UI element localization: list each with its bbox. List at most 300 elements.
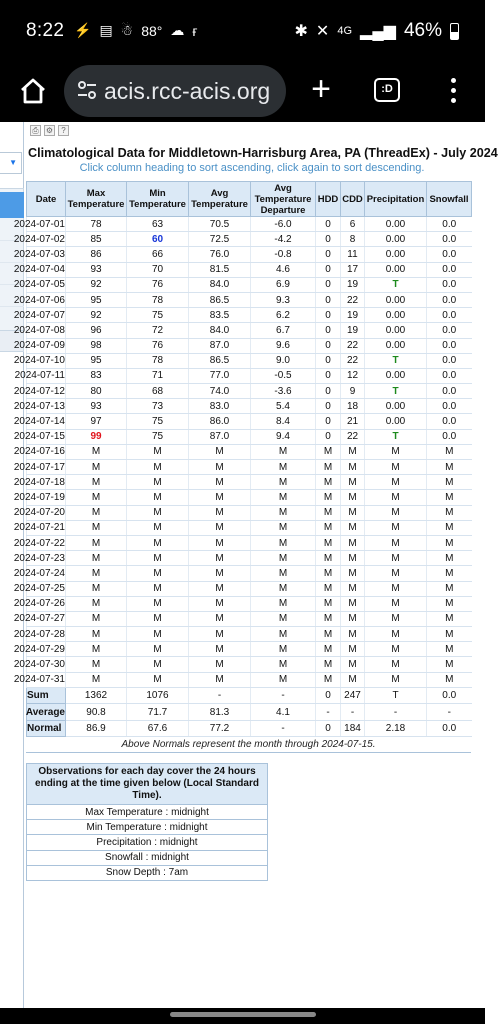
cell-snowfall: M [427, 581, 472, 596]
cell-date: 2024-07-12 [27, 384, 66, 399]
cell-avg-temp-departure: M [251, 672, 316, 687]
cell-min-temp: 71 [127, 368, 189, 383]
cell-max-temp: M [66, 444, 127, 459]
cell-avg-temp-departure: 9.0 [251, 353, 316, 368]
cell-snowfall: M [427, 611, 472, 626]
cell-min-temp: M [127, 672, 189, 687]
cell-precipitation: 0.00 [365, 414, 427, 429]
cell-avg-temp-departure: -4.2 [251, 232, 316, 247]
cell-hdd: 0 [316, 247, 341, 262]
cell-avg-temp-departure: M [251, 566, 316, 581]
cell-date: 2024-07-21 [27, 520, 66, 535]
table-row [27, 551, 472, 566]
cell-date: 2024-07-16 [27, 444, 66, 459]
table-row [27, 368, 472, 383]
cell-max-temp: M [66, 672, 127, 687]
cell-cdd: 19 [341, 308, 365, 323]
cell-date: 2024-07-14 [27, 414, 66, 429]
cell-precipitation: M [365, 581, 427, 596]
table-row [27, 672, 472, 687]
cell-min-temp: M [127, 475, 189, 490]
cell-min-temp: M [127, 460, 189, 475]
site-settings-icon[interactable] [76, 79, 98, 101]
cell-cdd: M [341, 535, 365, 550]
cell-hdd: 0 [316, 353, 341, 368]
cell-avg-temp: 86.0 [189, 414, 251, 429]
cell-precipitation: T [365, 353, 427, 368]
cell-cdd: M [341, 657, 365, 672]
cell-hdd: M [316, 566, 341, 581]
cell-cdd: 22 [341, 292, 365, 307]
cell-snowfall: M [427, 642, 472, 657]
column-header-avg-temp[interactable]: Avg Temperature [189, 182, 251, 217]
cell-cdd: 6 [341, 217, 365, 232]
table-row [27, 566, 472, 581]
cell-min-temp: M [127, 581, 189, 596]
summary-cell-avg-temp: 77.2 [189, 720, 251, 737]
cell-avg-temp-departure: 6.9 [251, 277, 316, 292]
cell-min-temp: 73 [127, 399, 189, 414]
cell-avg-temp-departure: -3.6 [251, 384, 316, 399]
cell-date: 2024-07-29 [27, 642, 66, 657]
table-tools [30, 125, 69, 139]
cell-avg-temp: M [189, 627, 251, 642]
obs-cell: Precipitation : midnight [27, 835, 268, 850]
cell-avg-temp-departure: -0.5 [251, 368, 316, 383]
cell-date: 2024-07-27 [27, 611, 66, 626]
table-row [27, 444, 472, 459]
cloud-icon: ☁ [170, 22, 185, 38]
summary-row [27, 687, 472, 704]
cell-snowfall: 0.0 [427, 384, 472, 399]
cell-cdd: M [341, 627, 365, 642]
summary-row [27, 720, 472, 737]
cell-min-temp: 66 [127, 247, 189, 262]
cell-cdd: 22 [341, 338, 365, 353]
summary-cell-cdd: 247 [341, 687, 365, 704]
table-row [27, 414, 472, 429]
cell-precipitation: M [365, 596, 427, 611]
cell-min-temp: M [127, 551, 189, 566]
cell-avg-temp: M [189, 672, 251, 687]
cell-cdd: 9 [341, 384, 365, 399]
obs-cell: Max Temperature : midnight [27, 805, 268, 820]
summary-cell-avg-temp-departure: - [251, 687, 316, 704]
cell-max-temp: M [66, 490, 127, 505]
climate-data-table [13, 181, 472, 737]
cell-precipitation: 0.00 [365, 292, 427, 307]
cell-precipitation: T [365, 384, 427, 399]
cell-avg-temp: 70.5 [189, 217, 251, 232]
cell-min-temp: M [127, 535, 189, 550]
cell-cdd: M [341, 490, 365, 505]
cell-max-temp: M [66, 505, 127, 520]
cell-snowfall: 0.0 [427, 399, 472, 414]
help-icon[interactable]: ? [58, 125, 69, 136]
cell-max-temp: 92 [66, 308, 127, 323]
column-header-max-temp[interactable]: Max Temperature [66, 182, 127, 217]
cell-date: 2024-07-11 [27, 368, 66, 383]
cell-hdd: 0 [316, 292, 341, 307]
summary-row [27, 704, 472, 721]
cell-hdd: M [316, 460, 341, 475]
cell-precipitation: M [365, 551, 427, 566]
battery-icon [450, 23, 459, 40]
cell-precipitation: M [365, 460, 427, 475]
table-header-row [27, 182, 472, 217]
cell-date: 2024-07-30 [27, 657, 66, 672]
obs-cell: Snow Depth : 7am [27, 865, 268, 880]
obs-row [27, 850, 268, 865]
table-row [27, 338, 472, 353]
cell-avg-temp-departure: M [251, 460, 316, 475]
cell-avg-temp: M [189, 460, 251, 475]
cell-max-temp: 99 [66, 429, 127, 444]
print-icon[interactable]: ⎙ [30, 125, 41, 136]
cell-hdd: M [316, 520, 341, 535]
table-row [27, 399, 472, 414]
cell-snowfall: M [427, 672, 472, 687]
cell-hdd: 0 [316, 232, 341, 247]
cell-max-temp: 78 [66, 217, 127, 232]
cell-min-temp: 72 [127, 323, 189, 338]
cell-avg-temp-departure: M [251, 444, 316, 459]
column-header-date[interactable]: Date [27, 182, 66, 217]
summary-cell-snowfall: 0.0 [427, 687, 472, 704]
table-row [27, 292, 472, 307]
cell-cdd: M [341, 520, 365, 535]
cell-max-temp: 85 [66, 232, 127, 247]
cell-avg-temp: 87.0 [189, 338, 251, 353]
cell-hdd: 0 [316, 414, 341, 429]
cell-avg-temp-departure: M [251, 551, 316, 566]
cell-avg-temp-departure: 8.4 [251, 414, 316, 429]
cell-cdd: 17 [341, 262, 365, 277]
cell-date: 2024-07-26 [27, 596, 66, 611]
cell-date: 2024-07-10 [27, 353, 66, 368]
cell-cdd: 19 [341, 323, 365, 338]
cell-hdd: M [316, 551, 341, 566]
cell-min-temp: 75 [127, 308, 189, 323]
cell-hdd: M [316, 627, 341, 642]
cell-date: 2024-07-22 [27, 535, 66, 550]
cell-avg-temp: 74.0 [189, 384, 251, 399]
system-icons [295, 20, 459, 42]
column-header-hdd[interactable]: HDD [316, 182, 341, 217]
column-header-min-temp[interactable]: Min Temperature [127, 182, 189, 217]
cell-cdd: M [341, 505, 365, 520]
cell-hdd: M [316, 657, 341, 672]
cell-precipitation: M [365, 520, 427, 535]
cell-precipitation: M [365, 627, 427, 642]
column-header-snowfall[interactable]: Snowfall [427, 182, 472, 217]
cell-avg-temp-departure: 9.6 [251, 338, 316, 353]
status-bar [0, 0, 485, 62]
table-row [27, 460, 472, 475]
cell-cdd: 21 [341, 414, 365, 429]
cell-avg-temp-departure: M [251, 490, 316, 505]
cell-max-temp: 80 [66, 384, 127, 399]
gear-icon[interactable]: ⚙ [45, 126, 54, 135]
cell-snowfall: 0.0 [427, 247, 472, 262]
cell-min-temp: 75 [127, 414, 189, 429]
new-tab-icon[interactable]: + [311, 70, 331, 108]
obs-row [27, 865, 268, 880]
summary-cell-hdd: 0 [316, 687, 341, 704]
cell-date: 2024-07-05 [27, 277, 66, 292]
cell-snowfall: M [427, 490, 472, 505]
cell-snowfall: M [427, 566, 472, 581]
cell-avg-temp-departure: 4.6 [251, 262, 316, 277]
cell-avg-temp-departure: -0.8 [251, 247, 316, 262]
cell-min-temp: 75 [127, 429, 189, 444]
network-icon: 4G [337, 25, 353, 37]
cell-hdd: M [316, 611, 341, 626]
cell-hdd: 0 [316, 368, 341, 383]
summary-cell-avg-temp-departure: 4.1 [251, 704, 316, 721]
tab-switcher-button[interactable]: :D [374, 78, 400, 102]
cell-avg-temp-departure: M [251, 475, 316, 490]
cell-precipitation: M [365, 566, 427, 581]
cell-precipitation: M [365, 444, 427, 459]
cell-date: 2024-07-03 [27, 247, 66, 262]
cell-snowfall: 0.0 [427, 232, 472, 247]
cell-avg-temp: M [189, 505, 251, 520]
cell-cdd: 19 [341, 277, 365, 292]
cell-precipitation: M [365, 475, 427, 490]
table-row [27, 232, 472, 247]
cell-min-temp: 70 [127, 262, 189, 277]
cell-avg-temp: M [189, 475, 251, 490]
cell-avg-temp: M [189, 566, 251, 581]
table-row [27, 277, 472, 292]
cell-avg-temp-departure: 5.4 [251, 399, 316, 414]
cell-precipitation: M [365, 611, 427, 626]
cell-hdd: M [316, 596, 341, 611]
cell-min-temp: 68 [127, 384, 189, 399]
cell-hdd: 0 [316, 277, 341, 292]
cell-cdd: 12 [341, 368, 365, 383]
summary-cell-precipitation: T [365, 687, 427, 704]
summary-cell-max-temp: 1362 [66, 687, 127, 704]
home-icon[interactable] [18, 76, 48, 106]
cell-min-temp: M [127, 444, 189, 459]
cell-precipitation: 0.00 [365, 323, 427, 338]
cell-max-temp: 95 [66, 353, 127, 368]
cell-max-temp: M [66, 535, 127, 550]
cell-snowfall: 0.0 [427, 338, 472, 353]
cell-avg-temp: 84.0 [189, 323, 251, 338]
obs-row [27, 820, 268, 835]
cell-avg-temp: 83.0 [189, 399, 251, 414]
notification-icons [74, 22, 198, 39]
cell-avg-temp: 81.5 [189, 262, 251, 277]
bluetooth-icon: ✱ [294, 23, 308, 40]
cell-snowfall: 0.0 [427, 353, 472, 368]
cell-precipitation: M [365, 657, 427, 672]
cell-date: 2024-07-06 [27, 292, 66, 307]
sort-hint: Click column heading to sort ascending, click again to sort descending. [79, 162, 425, 174]
cell-hdd: 0 [316, 262, 341, 277]
summary-cell-avg-temp: 81.3 [189, 704, 251, 721]
gesture-handle[interactable] [170, 1012, 316, 1017]
cell-precipitation: M [365, 642, 427, 657]
cell-avg-temp-departure: M [251, 520, 316, 535]
chevron-down-icon[interactable]: ▼ [0, 152, 22, 174]
cell-cdd: M [341, 566, 365, 581]
table-row [27, 520, 472, 535]
cell-date: 2024-07-09 [27, 338, 66, 353]
cell-max-temp: 97 [66, 414, 127, 429]
summary-cell-precipitation: - [365, 704, 427, 721]
cell-snowfall: 0.0 [427, 414, 472, 429]
cell-date: 2024-07-31 [27, 672, 66, 687]
summary-cell-cdd: 184 [341, 720, 365, 737]
cell-precipitation: T [365, 429, 427, 444]
walking-icon: ☃ [120, 22, 134, 38]
cell-date: 2024-07-15 [27, 429, 66, 444]
cell-avg-temp-departure: M [251, 581, 316, 596]
cell-avg-temp: 83.5 [189, 308, 251, 323]
cell-max-temp: M [66, 581, 127, 596]
cell-min-temp: M [127, 657, 189, 672]
summary-cell-snowfall: 0.0 [427, 720, 472, 737]
observation-times-table [26, 763, 268, 881]
summary-cell-avg-temp: - [189, 687, 251, 704]
cell-max-temp: M [66, 460, 127, 475]
cell-hdd: M [316, 581, 341, 596]
column-header-precipitation[interactable]: Precipitation [365, 182, 427, 217]
signal-icon: ▂▄▆ [360, 23, 396, 40]
cell-date: 2024-07-17 [27, 460, 66, 475]
cell-cdd: 22 [341, 353, 365, 368]
cell-min-temp: 60 [127, 232, 189, 247]
cell-cdd: 18 [341, 399, 365, 414]
cell-snowfall: 0.0 [427, 308, 472, 323]
cell-date: 2024-07-20 [27, 505, 66, 520]
cell-snowfall: 0.0 [427, 262, 472, 277]
cell-precipitation: T [365, 277, 427, 292]
cell-snowfall: M [427, 535, 472, 550]
cell-hdd: M [316, 505, 341, 520]
cell-min-temp: M [127, 566, 189, 581]
table-row [27, 217, 472, 232]
cell-max-temp: M [66, 475, 127, 490]
cell-avg-temp: 77.0 [189, 368, 251, 383]
cell-snowfall: 0.0 [427, 368, 472, 383]
summary-cell-cdd: - [341, 704, 365, 721]
cell-precipitation: 0.00 [365, 232, 427, 247]
cell-snowfall: M [427, 475, 472, 490]
cell-avg-temp-departure: M [251, 535, 316, 550]
url-text[interactable]: acis.rcc-acis.org [104, 78, 271, 104]
summary-label: Average [27, 704, 66, 721]
cell-hdd: 0 [316, 429, 341, 444]
more-menu-icon[interactable] [446, 76, 460, 106]
cell-snowfall: M [427, 444, 472, 459]
cell-max-temp: 92 [66, 277, 127, 292]
summary-cell-hdd: - [316, 704, 341, 721]
cell-snowfall: M [427, 627, 472, 642]
cell-min-temp: M [127, 642, 189, 657]
cell-date: 2024-07-02 [27, 232, 66, 247]
cell-precipitation: 0.00 [365, 262, 427, 277]
table-row [27, 535, 472, 550]
cell-snowfall: 0.0 [427, 292, 472, 307]
cell-min-temp: 76 [127, 338, 189, 353]
summary-cell-min-temp: 71.7 [127, 704, 189, 721]
flash-icon: ⚡ [74, 22, 92, 38]
cell-hdd: M [316, 490, 341, 505]
cell-hdd: 0 [316, 323, 341, 338]
cell-precipitation: 0.00 [365, 217, 427, 232]
cell-cdd: M [341, 460, 365, 475]
cell-hdd: M [316, 672, 341, 687]
cell-snowfall: M [427, 596, 472, 611]
cell-avg-temp: M [189, 642, 251, 657]
cell-avg-temp-departure: M [251, 596, 316, 611]
cell-avg-temp-departure: -6.0 [251, 217, 316, 232]
cell-avg-temp-departure: M [251, 611, 316, 626]
column-header-cdd[interactable]: CDD [341, 182, 365, 217]
summary-cell-max-temp: 90.8 [66, 704, 127, 721]
cell-max-temp: M [66, 566, 127, 581]
cell-date: 2024-07-13 [27, 399, 66, 414]
summary-cell-hdd: 0 [316, 720, 341, 737]
cell-max-temp: M [66, 611, 127, 626]
side-list-selected-item[interactable] [0, 192, 24, 218]
cell-hdd: 0 [316, 308, 341, 323]
cell-cdd: M [341, 475, 365, 490]
cell-precipitation: 0.00 [365, 399, 427, 414]
cell-avg-temp: M [189, 596, 251, 611]
cell-avg-temp: M [189, 551, 251, 566]
table-row [27, 627, 472, 642]
obs-row [27, 835, 268, 850]
cell-snowfall: M [427, 551, 472, 566]
cell-cdd: M [341, 444, 365, 459]
cell-precipitation: M [365, 535, 427, 550]
table-row [27, 429, 472, 444]
cell-min-temp: 78 [127, 353, 189, 368]
summary-label: Sum [27, 687, 66, 704]
cell-cdd: M [341, 581, 365, 596]
cell-max-temp: 93 [66, 399, 127, 414]
cell-avg-temp: M [189, 581, 251, 596]
cell-date: 2024-07-18 [27, 475, 66, 490]
cell-date: 2024-07-08 [27, 323, 66, 338]
summary-cell-precipitation: 2.18 [365, 720, 427, 737]
cell-avg-temp: 87.0 [189, 429, 251, 444]
cell-avg-temp: M [189, 535, 251, 550]
cell-hdd: M [316, 475, 341, 490]
column-header-avg-temp-departure[interactable]: Avg Temperature Departure [251, 182, 316, 217]
obs-row [27, 805, 268, 820]
cell-avg-temp-departure: M [251, 505, 316, 520]
cell-avg-temp-departure: M [251, 657, 316, 672]
cell-avg-temp-departure: 6.2 [251, 308, 316, 323]
cell-snowfall: M [427, 460, 472, 475]
cell-snowfall: 0.0 [427, 323, 472, 338]
summary-label: Normal [27, 720, 66, 737]
summary-cell-min-temp: 1076 [127, 687, 189, 704]
temperature-text: 88° [141, 22, 163, 39]
table-row [27, 323, 472, 338]
cell-cdd: M [341, 551, 365, 566]
cell-min-temp: M [127, 505, 189, 520]
cell-snowfall: 0.0 [427, 217, 472, 232]
cell-cdd: M [341, 672, 365, 687]
